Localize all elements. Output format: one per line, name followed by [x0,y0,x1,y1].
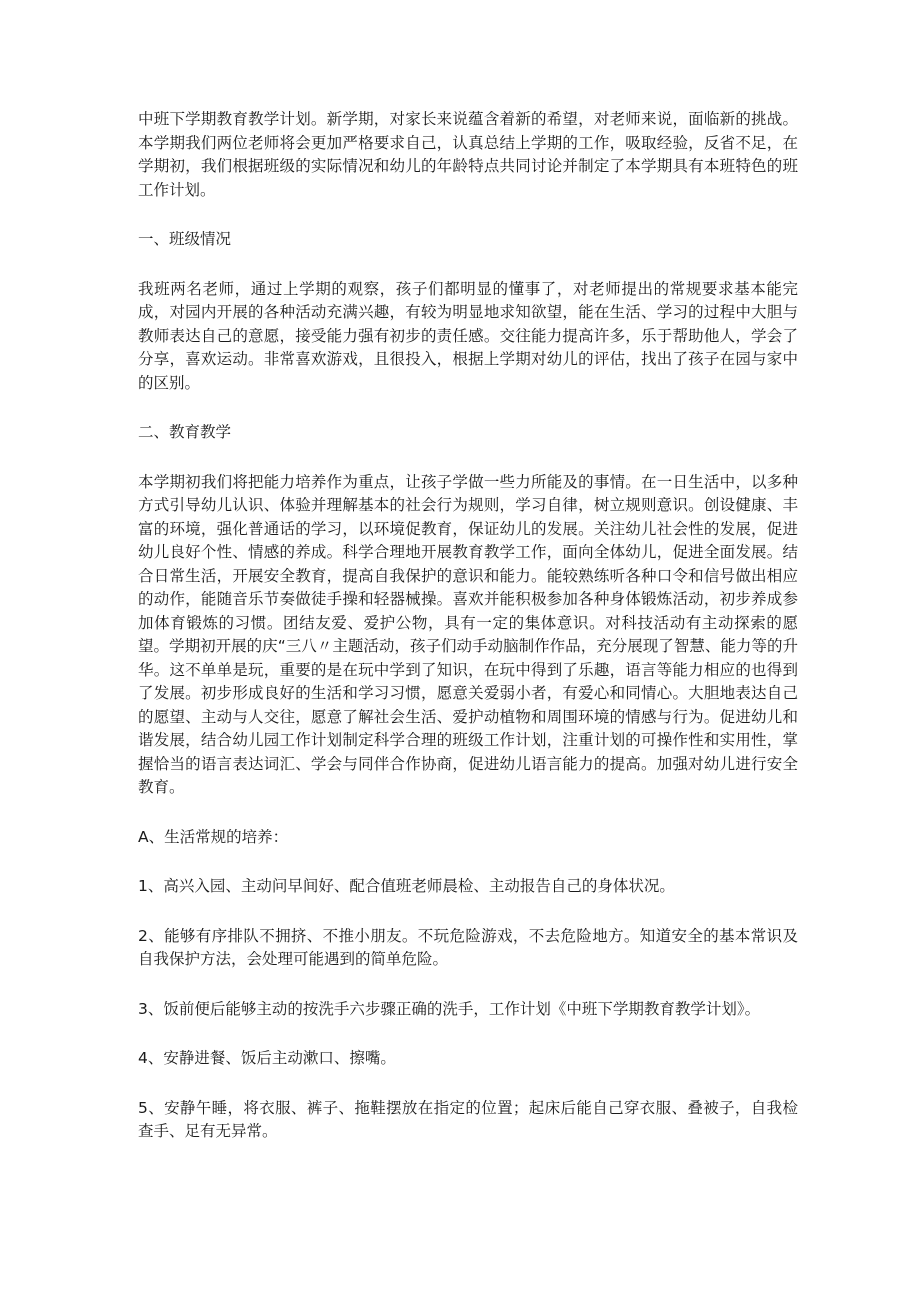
section-heading-education-teaching: 二、教育教学 [138,423,232,441]
section-heading-class-situation: 一、班级情况 [138,230,232,248]
intro-paragraph: 中班下学期教育教学计划。新学期，对家长来说蕴含着新的希望，对老师来说，面临新的挑战。本学期我们两位老师将会更加严格要求自己，认真总结上学期的工作，吸取经验，反省不足，在学期初，我们根据班级的实际情况和幼儿的年龄特点共同讨论并制定了本学期具有本班特色的班工作计划。 [138,110,798,199]
education-teaching-paragraph: 本学期初我们将把能力培养作为重点，让孩子学做一些力所能及的事情。在一日生活中，以多种方式引导幼儿认识、体验并理解基本的社会行为规则，学习自律，树立规则意识。创设健康、丰富的环境，强化普通话的学习，以环境促教育，保证幼儿的发展。关注幼儿社会性的发展，促进幼儿良好个性、情感的养成。科学合理地开展教育教学工作，面向全体幼儿，促进全面发展。结合日常生活，开展安全教育，提高自我保护的意识和能力。能较熟练听各种口令和信号做出相应的动作，能随音乐节奏做徒手操和轻器械操。喜欢并能积极参加各种身体锻炼活动，初步养成参加体育锻炼的习惯。团结友爱、爱护公物，具有一定的集体意识。对科技活动有主动探索的愿望。学期初开展的庆“三八〃主题活动，孩子们动手动脑制作作品，充分展现了智慧、能力等的升华。这不单单是玩，重要的是在玩中学到了知识，在玩中得到了乐趣，语言等能力相应的也得到了发展。初步形成良好的生活和学习习惯，愿意关爱弱小者，有爱心和同情心。大胆地表达自己的愿望、主动与人交往，愿意了解社会生活、爱护动植物和周围环境的情感与行为。促进幼儿和谐发展，结合幼儿园工作计划制定科学合理的班级工作计划，注重计划的可操作性和实用性，掌握恰当的语言表达词汇、学会与同伴合作协商，促进幼儿语言能力的提高。加强对幼儿进行安全教育。 [138,472,798,796]
list-item: 2、能够有序排队不拥挤、不推小朋友。不玩危险游戏，不去危险地方。知道安全的基本常识及自我保护方法，会处理可能遇到的简单危险。 [138,926,798,968]
list-item: 1、高兴入园、主动问早间好、配合值班老师晨检、主动报告自己的身体状况。 [138,877,675,895]
list-item: 4、安静进餐、饭后主动漱口、擦嘴。 [138,1049,396,1067]
subsection-heading-life-routine: A、生活常规的培养： [138,827,289,846]
list-item: 5、安静午睡，将衣服、裤子、拖鞋摆放在指定的位置；起床后能自己穿衣服、叠被子，自我检查手、足有无异常。 [138,1098,798,1140]
list-item: 3、饭前便后能够主动的按洗手六步骤正确的洗手，工作计划《中班下学期教育教学计划》。 [138,999,761,1018]
class-situation-paragraph: 我班两名老师，通过上学期的观察，孩子们都明显的懂事了，对老师提出的常规要求基本能完成，对园内开展的各种活动充满兴趣，有较为明显地求知欲望，能在生活、学习的过程中大胆与教师表达自己的意愿，接受能力强有初步的责任感。交往能力提高许多，乐于帮助他人，学会了分享，喜欢运动。非常喜欢游戏，且很投入，根据上学期对幼儿的评估，找出了孩子在园与家中的区别。 [138,279,798,392]
document-page [138,108,798,1170]
